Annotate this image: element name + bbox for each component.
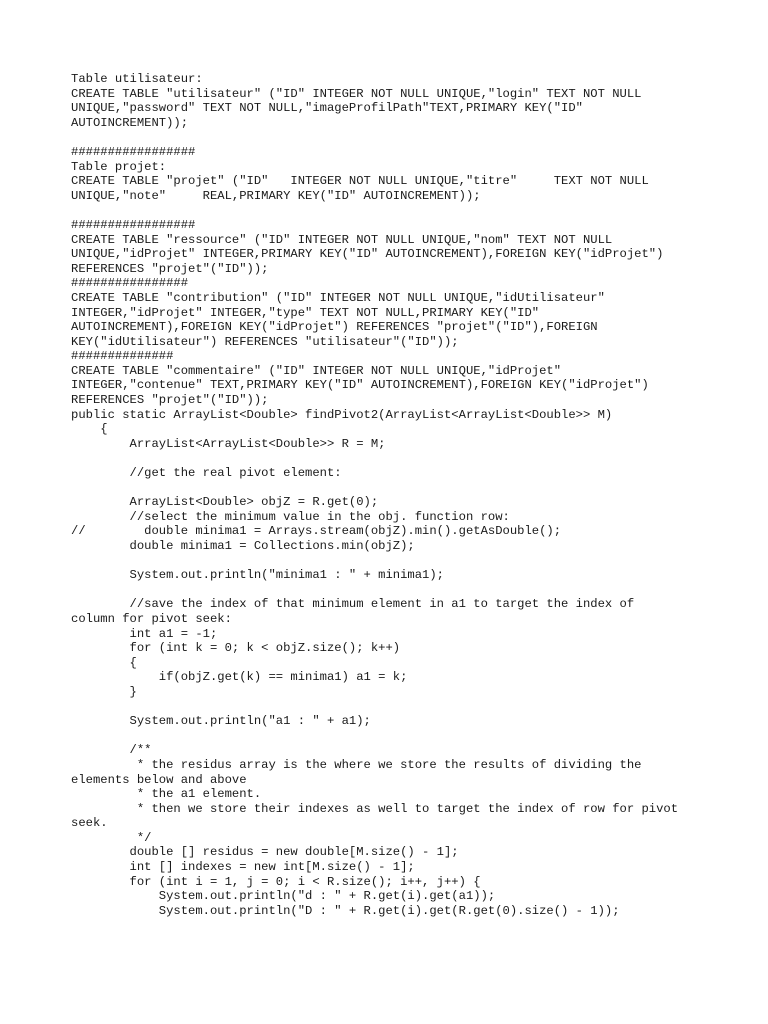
text-line: Table projet: — [71, 159, 167, 174]
text-line: // double minima1 = Arrays.stream(objZ).min().getAsDouble(); — [71, 524, 562, 539]
text-line: REFERENCES "projet"("ID")); — [71, 261, 269, 276]
text-line: ################ — [71, 276, 189, 291]
text-line: UNIQUE,"note" REAL,PRIMARY KEY("ID" AUTOINCREMENT)); — [71, 188, 481, 203]
text-line: UNIQUE,"idProjet" INTEGER,PRIMARY KEY("ID" AUTOINCREMENT),FOREIGN KEY("idProjet") — [71, 247, 664, 262]
text-line: Table utilisateur: — [71, 72, 203, 86]
text-line: AUTOINCREMENT),FOREIGN KEY("idProjet") REFERENCES "projet"("ID"),FOREIGN — [71, 320, 598, 335]
text-line: //get the real pivot element: — [71, 466, 342, 481]
text-line: column for pivot seek: — [71, 611, 232, 626]
text-line: { — [71, 422, 108, 437]
text-line: * then we store their indexes as well to target the index of row for pivot — [71, 801, 679, 816]
text-line: ArrayList<ArrayList<Double>> R = M; — [71, 436, 386, 451]
text-line: CREATE TABLE "commentaire" ("ID" INTEGER NOT NULL UNIQUE,"idProjet" — [71, 363, 562, 378]
text-line: /** — [71, 743, 152, 758]
text-line: //save the index of that minimum element in a1 to target the index of — [71, 597, 635, 612]
text-line — [71, 700, 731, 715]
text-line: */ — [71, 830, 152, 845]
text-line: INTEGER,"idProjet" INTEGER,"type" TEXT NOT NULL,PRIMARY KEY("ID" — [71, 305, 540, 320]
text-line — [71, 451, 731, 466]
text-line: int [] indexes = new int[M.size() - 1]; — [71, 860, 415, 875]
text-line: * the residus array is the where we store the results of dividing the — [71, 757, 642, 772]
text-line: CREATE TABLE "utilisateur" ("ID" INTEGER NOT NULL UNIQUE,"login" TEXT NOT NULL — [71, 86, 642, 101]
text-line — [71, 130, 731, 145]
text-line: KEY("idUtilisateur") REFERENCES "utilisateur"("ID")); — [71, 334, 459, 349]
text-line: elements below and above — [71, 772, 247, 787]
text-line: seek. — [71, 816, 108, 831]
text-line: //select the minimum value in the obj. function row: — [71, 509, 510, 524]
text-line — [71, 554, 731, 569]
text-line: * the a1 element. — [71, 787, 262, 802]
text-line: System.out.println("minima1 : " + minima1); — [71, 568, 444, 583]
text-line: CREATE TABLE "ressource" ("ID" INTEGER NOT NULL UNIQUE,"nom" TEXT NOT NULL — [71, 232, 613, 247]
text-line: ################# — [71, 144, 196, 159]
text-line: if(objZ.get(k) == minima1) a1 = k; — [71, 670, 408, 685]
text-line: ArrayList<Double> objZ = R.get(0); — [71, 495, 379, 510]
text-line: System.out.println("d : " + R.get(i).get(a1)); — [71, 889, 496, 904]
text-line — [71, 481, 731, 496]
text-line: int a1 = -1; — [71, 626, 218, 641]
text-line: double minima1 = Collections.min(objZ); — [71, 539, 415, 553]
text-line: INTEGER,"contenue" TEXT,PRIMARY KEY("ID" AUTOINCREMENT),FOREIGN KEY("idProjet") — [71, 378, 649, 393]
text-line — [71, 729, 731, 744]
text-line: for (int k = 0; k < objZ.size(); k++) — [71, 641, 401, 656]
text-line: { — [71, 655, 137, 670]
text-line: } — [71, 684, 137, 699]
text-line: ################# — [71, 217, 196, 232]
document-page — [71, 72, 731, 918]
text-line: REFERENCES "projet"("ID")); — [71, 393, 269, 408]
text-line: System.out.println("D : " + R.get(i).get(R.get(0).size() - 1)); — [71, 903, 620, 918]
text-line: public static ArrayList<Double> findPivot2(ArrayList<ArrayList<Double>> M) — [71, 407, 613, 422]
text-line: ############## — [71, 349, 174, 364]
text-line: double [] residus = new double[M.size() - 1]; — [71, 845, 459, 860]
text-line: System.out.println("a1 : " + a1); — [71, 714, 371, 729]
text-line — [71, 583, 731, 598]
text-line: for (int i = 1, j = 0; i < R.size(); i++, j++) { — [71, 874, 481, 889]
text-line: UNIQUE,"password" TEXT NOT NULL,"imageProfilPath"TEXT,PRIMARY KEY("ID" — [71, 101, 583, 116]
text-line — [71, 203, 731, 218]
text-line: AUTOINCREMENT)); — [71, 115, 189, 130]
text-line: CREATE TABLE "projet" ("ID" INTEGER NOT NULL UNIQUE,"titre" TEXT NOT NULL — [71, 174, 649, 189]
text-line: CREATE TABLE "contribution" ("ID" INTEGER NOT NULL UNIQUE,"idUtilisateur" — [71, 290, 605, 305]
